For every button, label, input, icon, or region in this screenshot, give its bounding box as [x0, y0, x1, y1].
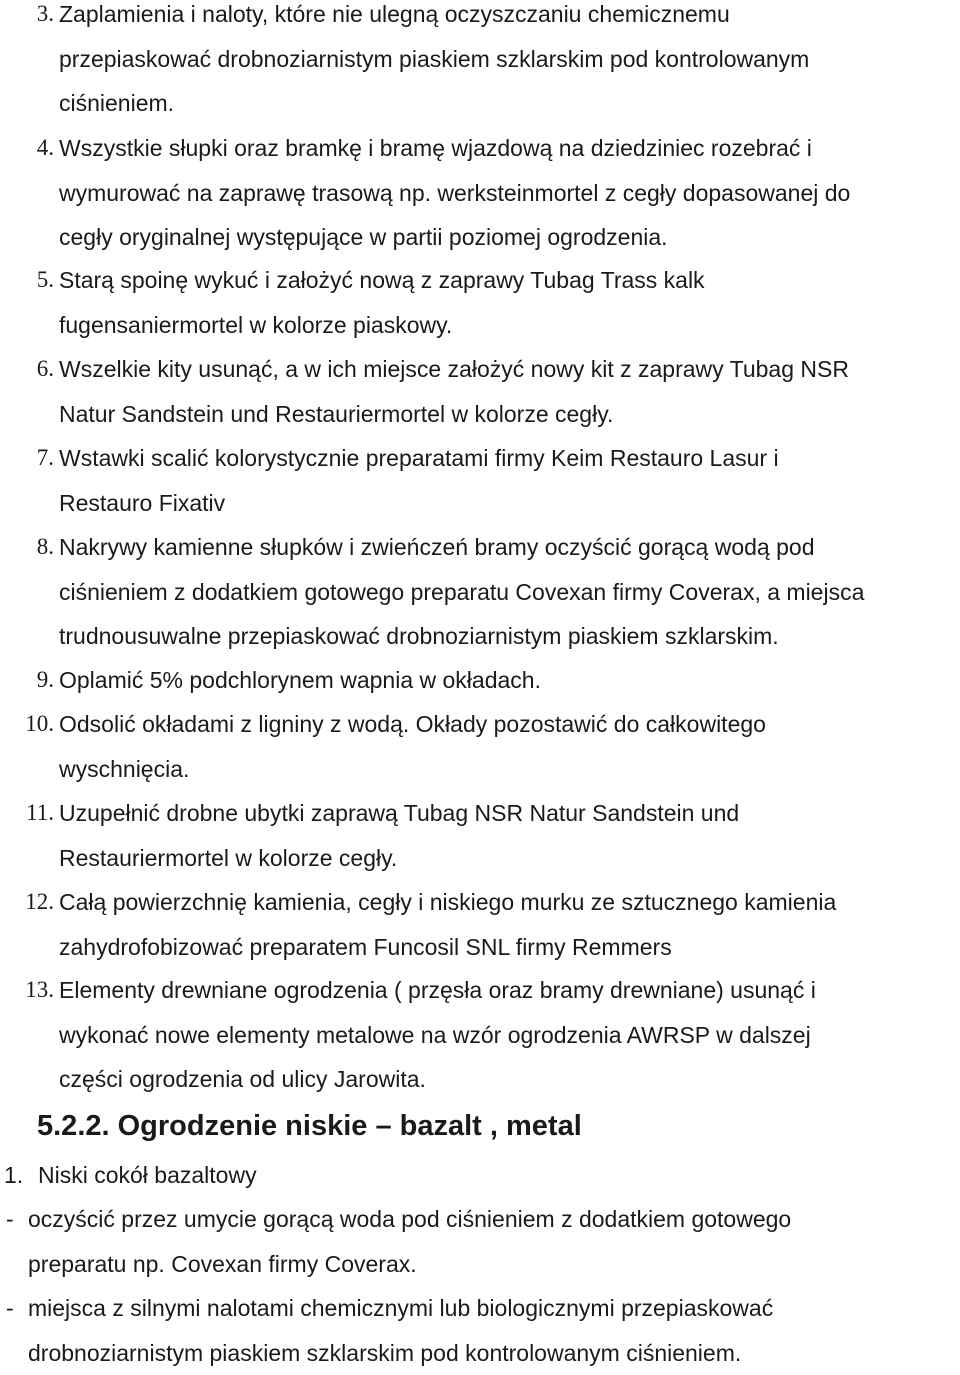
list-item-text: Wszelkie kity usunąć, a w ich miejsce założyć nowy kit z zaprawy Tubag NSR Natur Sandstein und Restauriermortel w kolorze cegły.: [59, 356, 849, 427]
list-item-text: Uzupełnić drobne ubytki zaprawą Tubag NSR Natur Sandstein und Restauriermortel w kolorze cegły.: [59, 800, 740, 871]
list-item-number: 13.: [25, 977, 54, 1002]
sub-list-text: Niski cokół bazaltowy: [38, 1162, 257, 1188]
list-item-number: 12.: [25, 889, 54, 914]
sub-list-marker: -: [6, 1295, 14, 1321]
sub-list-marker: -: [6, 1206, 14, 1232]
sub-list-marker: 1.: [4, 1162, 24, 1188]
list-item-text: Wstawki scalić kolorystycznie preparatami firmy Keim Restauro Lasur i Restauro Fixativ: [59, 445, 779, 516]
sub-list-text: oczyścić przez umycie gorącą woda pod ciśnieniem z dodatkiem gotowego preparatu np. Covexan firmy Coverax.: [28, 1206, 792, 1277]
list-item-number: 6.: [36, 356, 54, 381]
section-heading: 5.2.2. Ogrodzenie niskie – bazalt , metal: [37, 1110, 582, 1142]
list-item-number: 3.: [36, 1, 54, 26]
list-item-text: Odsolić okładami z ligniny z wodą. Okłady pozostawić do całkowitego wyschnięcia.: [59, 711, 766, 782]
list-item-number: 7.: [36, 445, 54, 470]
list-item-text: Starą spoinę wykuć i założyć nową z zaprawy Tubag Trass kalk fugensaniermortel w kolorze piaskowy.: [59, 267, 705, 338]
list-item-text: Nakrywy kamienne słupków i zwieńczeń bramy oczyścić gorącą wodą pod ciśnieniem z dodatkiem gotowego preparatu Covexan firmy Coverax, a miejsca trudnousuwalne przepiaskować drobnoziarnistym piaskiem szklarskim.: [59, 534, 865, 649]
list-item-number: 9.: [36, 667, 54, 692]
sub-list-text: miejsca z silnymi nalotami chemicznymi lub biologicznymi przepiaskować drobnoziarnistym piaskiem szklarskim pod kontrolowanym ciśnieniem.: [28, 1295, 774, 1366]
list-item-number: 8.: [36, 534, 54, 559]
list-item-number: 11.: [26, 800, 54, 825]
list-item-number: 10.: [25, 711, 54, 736]
list-item-text: Oplamić 5% podchlorynem wapnia w okładach.: [59, 667, 541, 693]
list-item-number: 4.: [36, 135, 54, 160]
list-item-text: Zaplamienia i naloty, które nie ulegną oczyszczaniu chemicznemu przepiaskować drobnoziarnistym piaskiem szklarskim pod kontrolowanym ciśnieniem.: [59, 1, 810, 116]
list-item-text: Wszystkie słupki oraz bramkę i bramę wjazdową na dziedziniec rozebrać i wymurować na zaprawę trasową np. werksteinmortel z cegły dopasowanej do cegły oryginalnej występujące w partii poziomej ogrodzenia.: [59, 135, 851, 250]
list-item-text: Elementy drewniane ogrodzenia ( przęsła oraz bramy drewniane) usunąć i wykonać nowe elementy metalowe na wzór ogrodzenia AWRSP w dalszej części ogrodzenia od ulicy Jarowita.: [59, 977, 816, 1092]
list-item-text: Całą powierzchnię kamienia, cegły i niskiego murku ze sztucznego kamienia zahydrofobizować preparatem Funcosil SNL firmy Remmers: [59, 889, 837, 960]
list-item-number: 5.: [36, 267, 54, 292]
